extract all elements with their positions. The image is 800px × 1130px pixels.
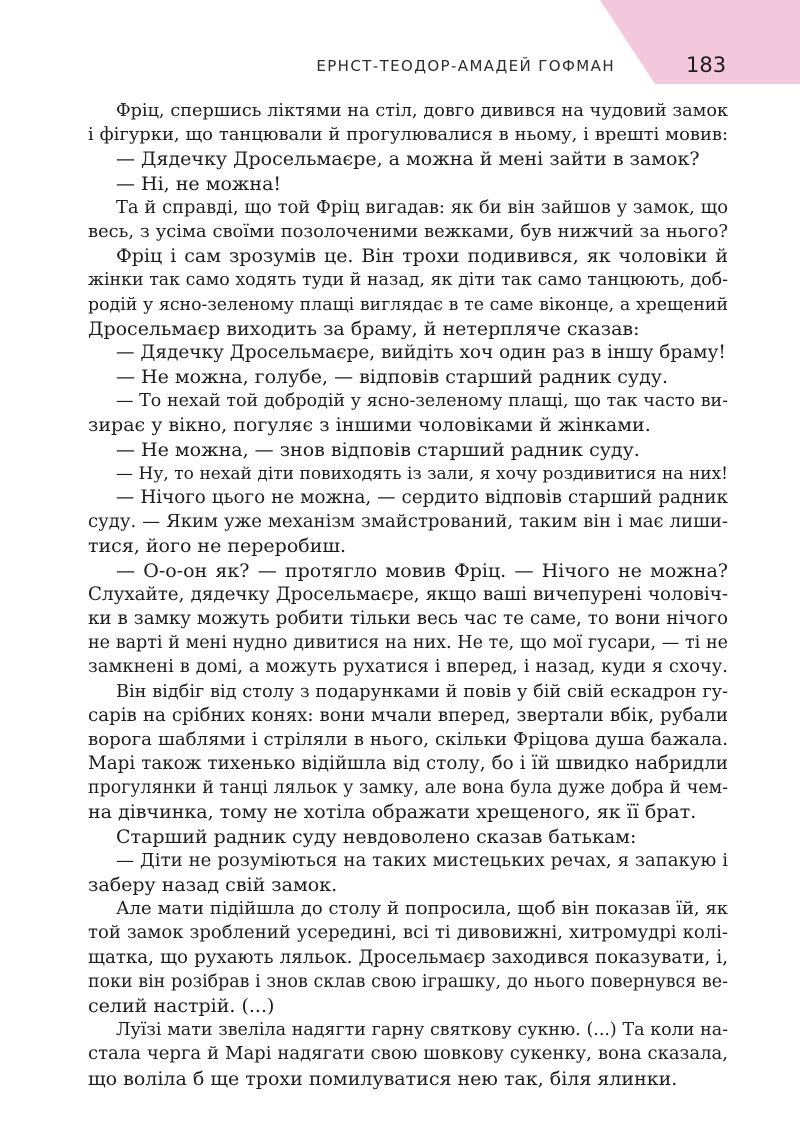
text-line: — Не можна, голубе, — відповів старший радник суду.	[116, 366, 669, 389]
text-line: Марі також тихенько відійшла від столу, бо і їй швидко набридли	[88, 753, 728, 775]
text-line: не варті й мені нудно дивитися на них. Не те, що мої гусари, — ті не	[88, 633, 728, 654]
text-line: — Ні, не можна!	[116, 172, 282, 195]
text-line: весь, з усіма своїми позолоченими вежками, був нижчий за нього?	[88, 220, 728, 242]
text-line: — То нехай той добродій у ясно-зеленому плащі, що так часто ви-	[116, 391, 728, 412]
text-line: — Дядечку Дросельмаєре, вийдіть хоч один раз в іншу браму!	[116, 341, 726, 363]
text-line: заберу назад свій замок.	[88, 874, 338, 896]
running-head: ЕРНСТ-ТЕОДОР-АМАДЕЙ ГОФМАН	[316, 57, 615, 75]
text-line: Слухайте, дядечку Дросельмаєре, якщо ваші вичепурені чоловіч-	[88, 583, 728, 605]
text-line: той замок зроблений усередині, всі ті дивовижні, хитромудрі колі-	[88, 922, 728, 944]
text-line: — Нічого цього не можна, — сердито відповів старший радник	[116, 487, 728, 508]
text-line: на дівчинка, тому не хотіла ображати хрещеного, як її брат.	[88, 801, 697, 824]
text-line: Старший радник суду невдоволено сказав батькам:	[116, 825, 637, 848]
text-line: ки в замку можуть робити тільки весь час те саме, то вони нічого	[88, 607, 728, 629]
text-line: тися, його не переробиш.	[88, 535, 347, 558]
text-line: — Діти не розуміються на таких мистецьких речах, я запакую і	[116, 849, 728, 871]
text-line: Та й справді, що той Фріц вигадав: як би він зайшов у замок, що	[116, 196, 728, 218]
text-line: — Не можна, — знов відповів старший радник суду.	[116, 438, 640, 461]
text-line: сарів на срібних конях: вони мчали вперед, звертали вбік, рубали	[88, 704, 728, 726]
text-line: ворога шаблями і стріляли в нього, скільки Фріцова душа бажала.	[88, 728, 728, 750]
text-line: — Дядечку Дросельмаєре, а можна й мені зайти в замок?	[116, 148, 700, 171]
text-line: Луїзі мати звеліла надягти гарну святкову сукню. (...) Та коли на-	[116, 1020, 728, 1041]
text-line: щатка, що рухають ляльок. Дросельмаєр заходився показувати, і,	[88, 946, 728, 968]
text-line: Фріц, спершись ліктями на стіл, довго дивився на чудовий замок	[116, 101, 728, 121]
text-line: і фігурки, що танцювали й прогулювалися в ньому, і врешті мовив:	[88, 124, 728, 146]
text-line: — О-о-он як? — протягло мовив Фріц. — Нічого не можна?	[116, 559, 728, 582]
text-line: що воліла б ще трохи помилуватися нею так, біля ялинки.	[88, 1067, 678, 1090]
text-line: стала черга й Марі надягати свою шовкову сукенку, вона сказала,	[88, 1043, 728, 1065]
text-line: поки він розібрав і знов склав свою іграшку, до нього повернувся ве-	[88, 971, 728, 992]
text-line: зирає у вікно, погуляє з іншими чоловіками й жінками.	[88, 414, 651, 437]
text-line: селий настрій. (...)	[88, 994, 275, 1017]
text-line: — Ну, то нехай діти повиходять із зали, я хочу роздивитися на них!	[116, 463, 728, 484]
text-line: Дросельмаєр виходить за браму, й нетерпляче сказав:	[88, 317, 640, 340]
text-line: замкнені в домі, а можуть рухатися і вперед, і назад, куди я схочу.	[88, 656, 728, 678]
text-line: родій у ясно-зеленому плащі виглядає в те саме віконце, а хрещений	[88, 294, 728, 315]
text-line: прогулянки й танці ляльок у замку, але вона була дуже добра й чем-	[88, 778, 728, 799]
text-line: Але мати підійшла до столу й попросила, щоб він показав їй, як	[116, 898, 728, 920]
text-body	[88, 99, 728, 1091]
text-line: жінки так само ходять туди й назад, як діти так само танцюють, доб-	[88, 270, 728, 291]
text-line: Він відбіг від столу з подарунками й повів у бій свій ескадрон гу-	[116, 681, 728, 702]
text-line: Фріц і сам зрозумів це. Він трохи подивився, як чоловіки й	[116, 245, 728, 268]
page-number: 183	[686, 53, 727, 77]
text-line: суду. — Яким уже механізм змайстрований, таким він і має лиши-	[88, 511, 728, 533]
